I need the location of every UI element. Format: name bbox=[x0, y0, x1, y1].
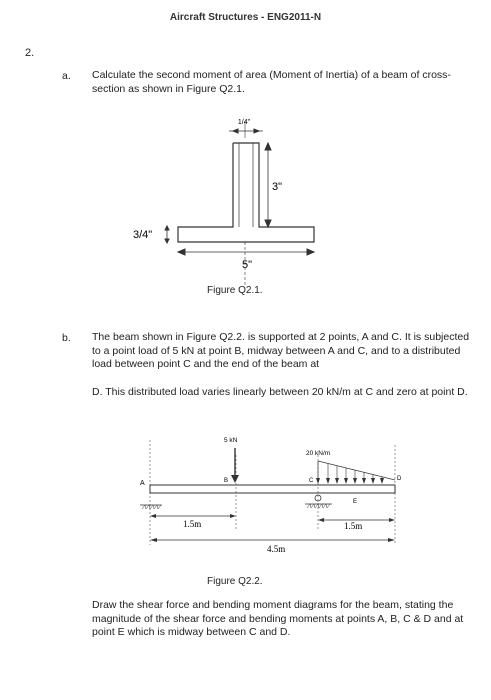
point-c-label: C bbox=[309, 478, 314, 484]
part-a-text: Calculate the second moment of area (Moment of Inertia) of a beam of cross-section as shown in Figure Q2.1. bbox=[92, 69, 451, 95]
part-b-label: b. bbox=[62, 332, 71, 344]
point-d-label: D bbox=[397, 476, 402, 482]
figure-q2-2-caption: Figure Q2.2. bbox=[207, 576, 263, 587]
udl-label: 20 kN/m bbox=[306, 450, 331, 457]
beam bbox=[150, 485, 395, 493]
dim-cd-label: 1.5m bbox=[344, 521, 363, 531]
question-number: 2. bbox=[25, 47, 35, 59]
part-b-text-3: Draw the shear force and bending moment diagrams for the beam, stating the magnitude of the shear force and bending moments at points A, B, C & D and at point E which is midway between C and D. bbox=[92, 599, 464, 639]
dim-total-label: 4.5m bbox=[267, 544, 286, 554]
dim-ab-label: 1.5m bbox=[183, 519, 202, 529]
point-e-label: E bbox=[353, 499, 358, 505]
dim-width-label: 5" bbox=[242, 259, 253, 271]
part-b-text-2: D. This distributed load varies linearly between 20 kN/m at C and zero at point D. bbox=[92, 386, 468, 398]
point-load-label: 5 kN bbox=[224, 437, 238, 444]
dim-flange-label: 3/4" bbox=[133, 229, 153, 241]
part-a-label: a. bbox=[62, 70, 71, 82]
figure-q2-1-caption: Figure Q2.1. bbox=[207, 285, 263, 296]
dim-top-label: 1/4" bbox=[237, 119, 251, 126]
part-b-text-1: The beam shown in Figure Q2.2. is supported at 2 points, A and C. It is subjected to a point load of 5 kN at point B, midway between A and C, and to a distributed load between point C and the end of the beam at bbox=[92, 331, 470, 371]
dim-height-label: 3" bbox=[272, 181, 283, 193]
point-b-label: B bbox=[224, 478, 229, 484]
page-header: Aircraft Structures - ENG2011-N bbox=[169, 12, 322, 23]
point-a-label: A bbox=[140, 480, 145, 487]
